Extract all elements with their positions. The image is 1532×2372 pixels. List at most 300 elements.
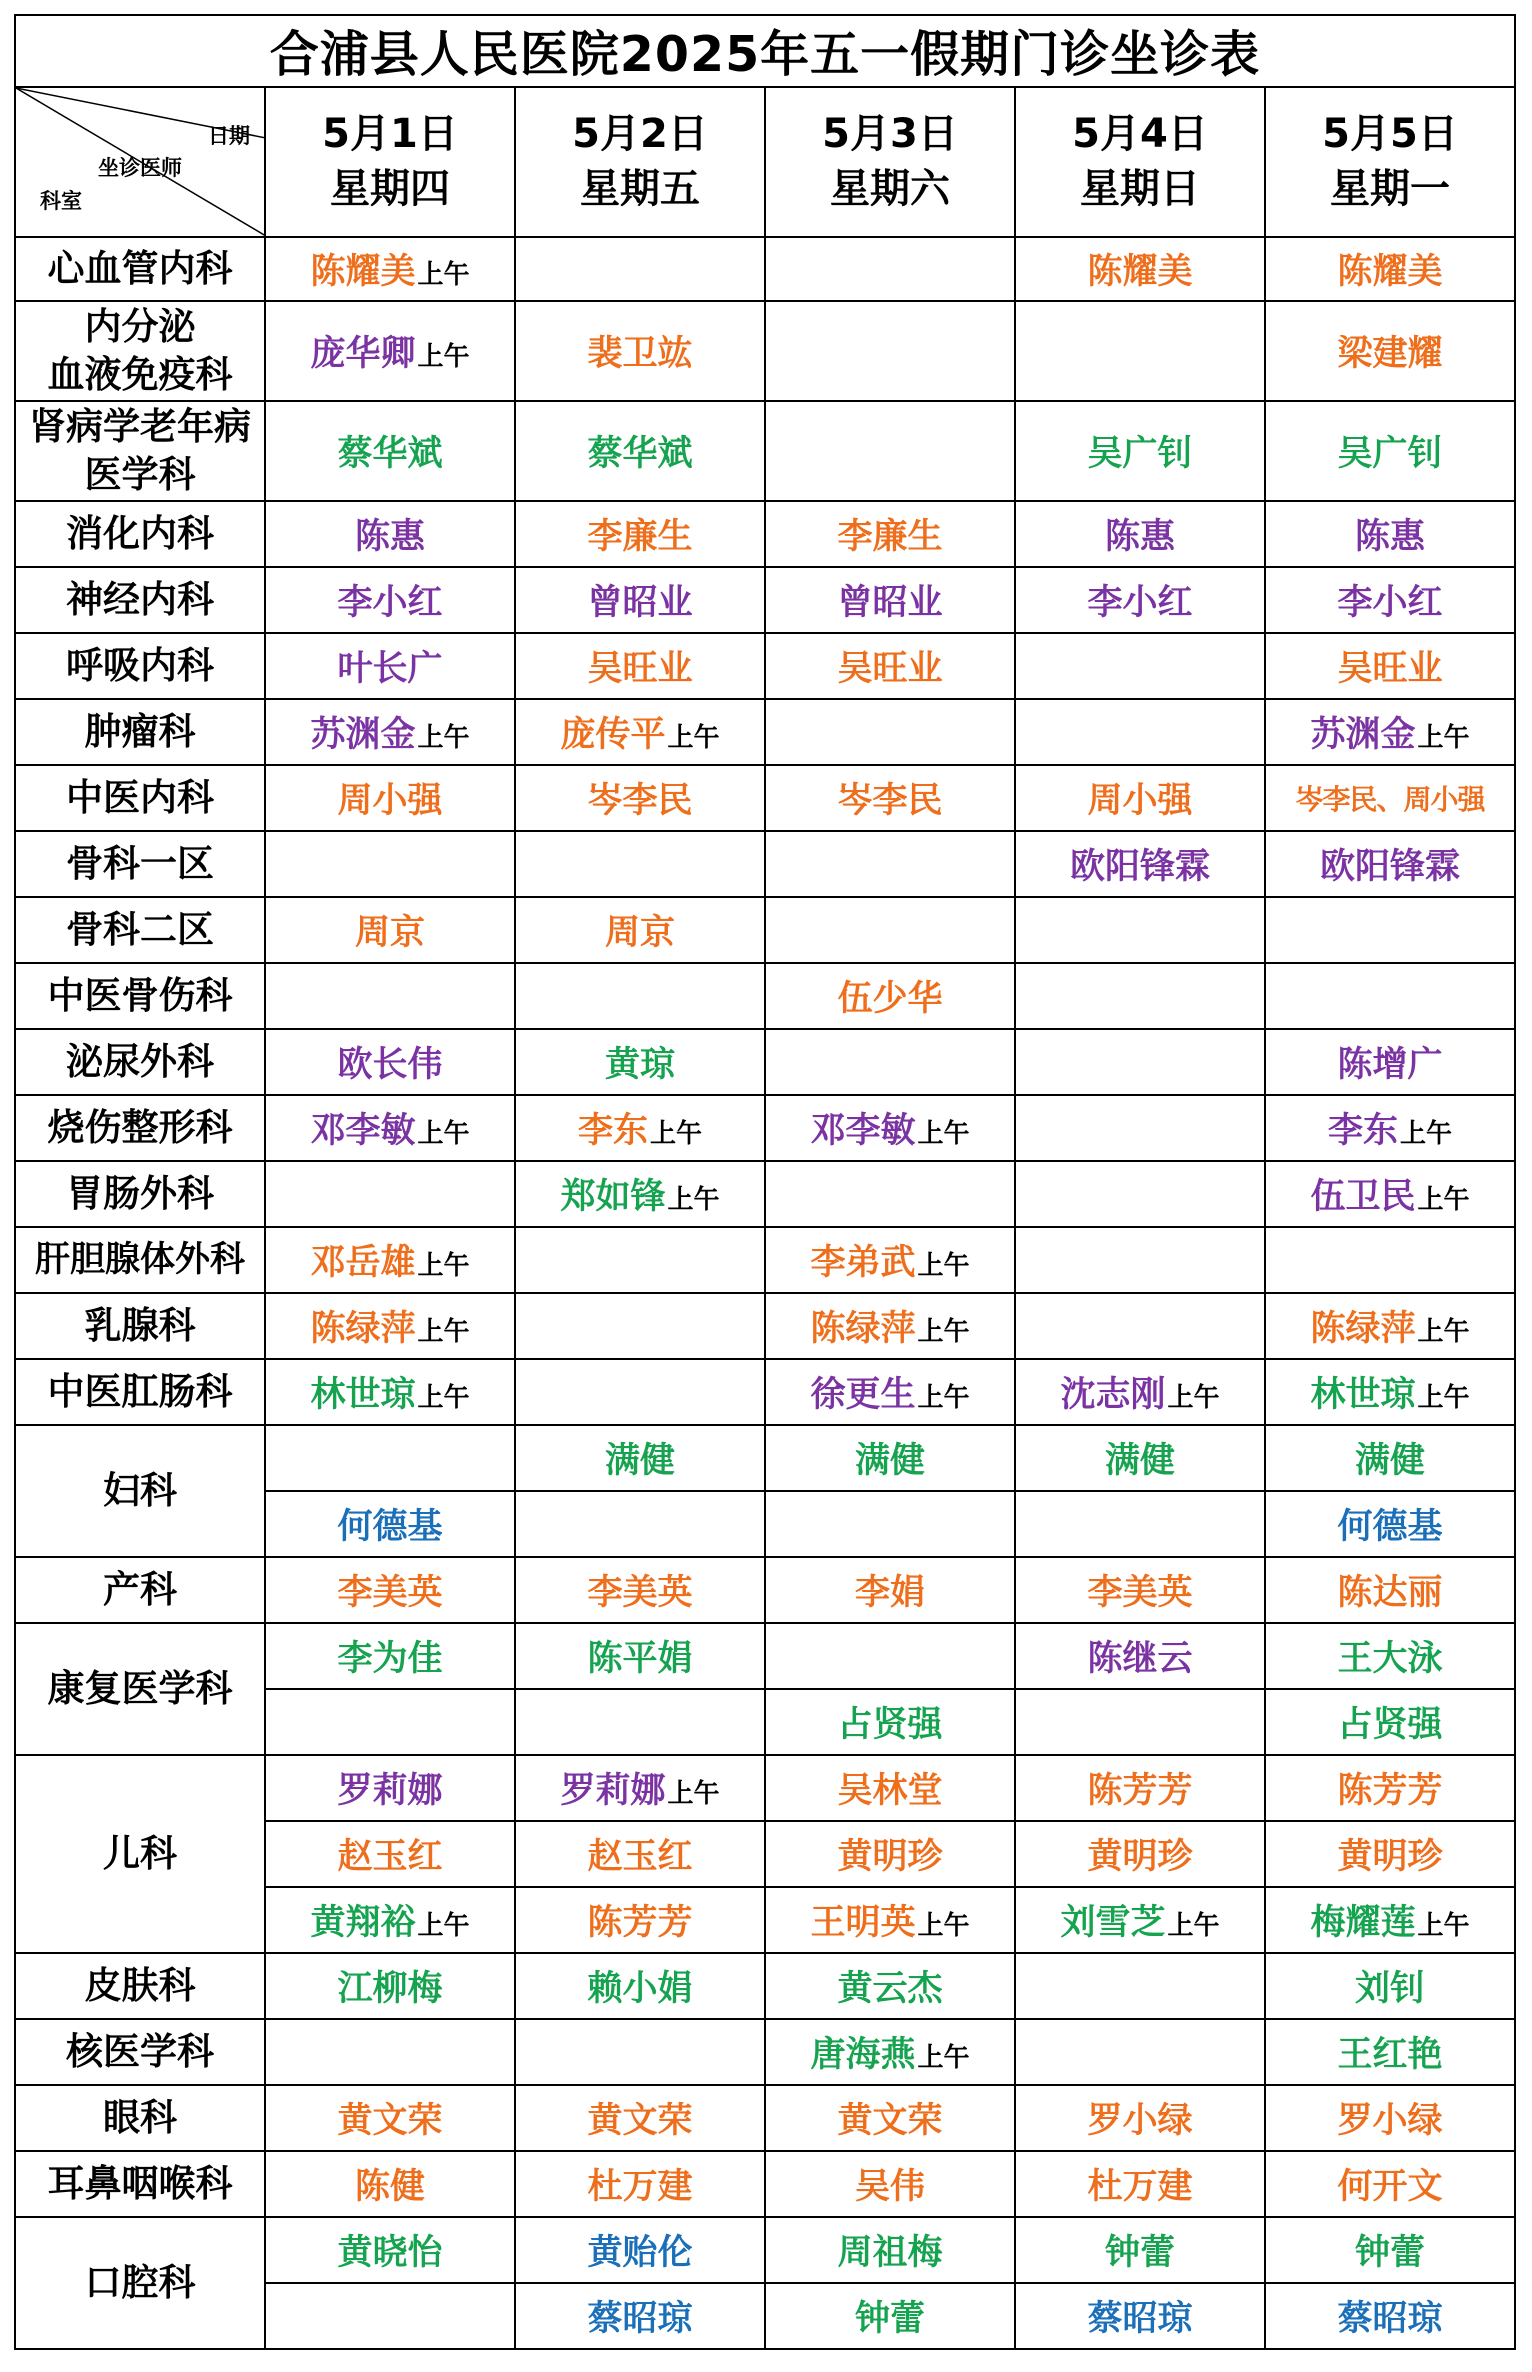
doctor-name: 陈惠: [1354, 517, 1425, 557]
doctor-cell: [765, 1227, 1015, 1293]
doctor-cell: [765, 699, 1015, 765]
doctor-name: 岑李民、周小强: [1295, 783, 1485, 816]
doctor-name: 刘雪芝: [1060, 1903, 1166, 1943]
morning-only-tag: 上午: [417, 1911, 470, 1941]
schedule-row: [15, 1095, 1515, 1161]
doctor-cell: [765, 1821, 1015, 1887]
doctor-name: 李弟武: [810, 1243, 916, 1283]
schedule-row: [15, 897, 1515, 963]
schedule-row: [15, 765, 1515, 831]
doctor-name: 庞华卿: [310, 334, 416, 374]
doctor-name: 满健: [1354, 1441, 1425, 1481]
doctor-cell: [265, 1755, 515, 1821]
doctor-cell: [1265, 1821, 1515, 1887]
doctor-name: 江柳梅: [337, 1969, 443, 2009]
doctor-cell: [765, 1491, 1015, 1557]
doctor-cell: [1265, 301, 1515, 401]
doctor-name: 林世琼: [310, 1375, 416, 1415]
department-name: 肝胆腺体外科: [15, 1227, 265, 1293]
department-name: 中医骨伤科: [15, 963, 265, 1029]
date-label: 5月2日: [572, 111, 708, 157]
doctor-cell: [1265, 765, 1515, 831]
doctor-cell: [265, 2085, 515, 2151]
doctor-name: 邓岳雄: [310, 1243, 416, 1283]
doctor-cell: [265, 699, 515, 765]
doctor-cell: [765, 501, 1015, 567]
doctor-cell: [265, 1953, 515, 2019]
schedule-table: [14, 14, 1516, 2350]
department-name: 乳腺科: [15, 1293, 265, 1359]
doctor-cell: [265, 567, 515, 633]
doctor-name: 吴旺业: [1337, 649, 1443, 689]
doctor-cell: [1265, 501, 1515, 567]
doctor-cell: [1015, 237, 1265, 301]
doctor-cell: [1015, 1293, 1265, 1359]
doctor-name: 占贤强: [837, 1705, 943, 1745]
doctor-name: 钟蕾: [1354, 2233, 1425, 2273]
doctor-name: 梁建耀: [1337, 334, 1443, 374]
doctor-cell: [1015, 1557, 1265, 1623]
schedule-row: [15, 1029, 1515, 1095]
doctor-cell: [1265, 1755, 1515, 1821]
department-name: 烧伤整形科: [15, 1095, 265, 1161]
doctor-name: 黄琼: [604, 1045, 675, 1085]
doctor-name: 陈绿萍: [310, 1309, 416, 1349]
doctor-name: 欧阳锋霖: [1069, 847, 1210, 887]
schedule-row: [15, 2151, 1515, 2217]
doctor-cell: [765, 2283, 1015, 2349]
department-name: 儿科: [15, 1755, 265, 1953]
doctor-cell: [265, 301, 515, 401]
doctor-name: 钟蕾: [1104, 2233, 1175, 2273]
doctor-name: 李娟: [854, 1573, 925, 1613]
doctor-cell: [1015, 1821, 1265, 1887]
doctor-name: 黄云杰: [837, 1969, 943, 2009]
doctor-name: 蔡昭琼: [1087, 2299, 1193, 2339]
doctor-cell: [515, 567, 765, 633]
doctor-name: 蔡昭琼: [587, 2299, 693, 2339]
doctor-name: 陈健: [354, 2167, 425, 2207]
doctor-cell: [1265, 831, 1515, 897]
doctor-cell: [1015, 897, 1265, 963]
doctor-cell: [1265, 2085, 1515, 2151]
schedule-row: [15, 1755, 1515, 1821]
doctor-cell: [515, 1557, 765, 1623]
morning-only-tag: 上午: [417, 260, 470, 290]
doctor-cell: [1265, 1689, 1515, 1755]
morning-only-tag: 上午: [417, 342, 470, 372]
doctor-cell: [515, 1095, 765, 1161]
doctor-cell: [1265, 897, 1515, 963]
doctor-name: 黄贻伦: [587, 2233, 693, 2273]
doctor-name: 黄翔裕: [310, 1903, 416, 1943]
doctor-name: 陈绿萍: [1310, 1309, 1416, 1349]
doctor-name: 李东: [577, 1111, 648, 1151]
doctor-name: 何德基: [1337, 1507, 1443, 1547]
corner-date-label: 日期: [208, 124, 250, 148]
doctor-cell: [765, 1755, 1015, 1821]
doctor-name: 岑李民: [587, 781, 693, 821]
doctor-name: 叶长广: [337, 649, 443, 689]
doctor-cell: [1015, 1161, 1265, 1227]
doctor-name: 罗小绿: [1087, 2101, 1193, 2141]
doctor-cell: [1265, 2217, 1515, 2283]
department-name: 骨科二区: [15, 897, 265, 963]
doctor-name: 梅耀莲: [1310, 1903, 1416, 1943]
doctor-name: 吴广钊: [1087, 434, 1193, 474]
morning-only-tag: 上午: [1417, 1317, 1470, 1347]
schedule-row: [15, 1359, 1515, 1425]
weekday-label: 星期四: [330, 166, 450, 212]
doctor-cell: [1015, 1095, 1265, 1161]
doctor-cell: [515, 1953, 765, 2019]
schedule-sheet: [14, 14, 1516, 2350]
department-name: 肾病学老年病 医学科: [15, 401, 265, 501]
doctor-name: 曾昭业: [587, 583, 693, 623]
morning-only-tag: 上午: [917, 1383, 970, 1413]
doctor-cell: [765, 2151, 1015, 2217]
date-header: [265, 87, 515, 237]
doctor-name: 蔡华斌: [337, 434, 443, 474]
doctor-cell: [1015, 831, 1265, 897]
doctor-cell: [1015, 1623, 1265, 1689]
date-header: [1265, 87, 1515, 237]
doctor-name: 周祖梅: [837, 2233, 943, 2273]
morning-only-tag: 上午: [417, 1317, 470, 1347]
doctor-cell: [265, 1095, 515, 1161]
morning-only-tag: 上午: [417, 1383, 470, 1413]
doctor-name: 何德基: [337, 1507, 443, 1547]
doctor-name: 陈继云: [1087, 1639, 1193, 1679]
weekday-label: 星期一: [1330, 166, 1450, 212]
doctor-cell: [515, 1821, 765, 1887]
doctor-cell: [765, 1095, 1015, 1161]
doctor-cell: [1015, 765, 1265, 831]
doctor-cell: [515, 301, 765, 401]
doctor-name: 王红艳: [1337, 2035, 1443, 2075]
doctor-cell: [265, 897, 515, 963]
doctor-cell: [1015, 501, 1265, 567]
doctor-name: 陈芳芳: [587, 1903, 693, 1943]
morning-only-tag: 上午: [417, 1119, 470, 1149]
doctor-cell: [265, 1029, 515, 1095]
doctor-cell: [515, 2151, 765, 2217]
doctor-cell: [515, 699, 765, 765]
morning-only-tag: 上午: [1417, 1911, 1470, 1941]
doctor-cell: [515, 1689, 765, 1755]
doctor-cell: [515, 1491, 765, 1557]
doctor-cell: [265, 1359, 515, 1425]
schedule-row: [15, 501, 1515, 567]
schedule-row: [15, 401, 1515, 501]
doctor-cell: [765, 1623, 1015, 1689]
schedule-row: [15, 301, 1515, 401]
doctor-name: 陈惠: [1104, 517, 1175, 557]
doctor-cell: [265, 501, 515, 567]
doctor-cell: [515, 963, 765, 1029]
doctor-cell: [765, 1293, 1015, 1359]
doctor-cell: [765, 831, 1015, 897]
doctor-cell: [765, 237, 1015, 301]
doctor-cell: [1265, 963, 1515, 1029]
morning-only-tag: 上午: [917, 1317, 970, 1347]
department-name: 康复医学科: [15, 1623, 265, 1755]
department-name: 骨科一区: [15, 831, 265, 897]
department-name: 胃肠外科: [15, 1161, 265, 1227]
doctor-name: 吴伟: [854, 2167, 925, 2207]
department-name: 眼科: [15, 2085, 265, 2151]
doctor-cell: [265, 2217, 515, 2283]
doctor-cell: [515, 1293, 765, 1359]
doctor-cell: [765, 1425, 1015, 1491]
doctor-name: 吴旺业: [587, 649, 693, 689]
doctor-name: 钟蕾: [854, 2299, 925, 2339]
doctor-cell: [1265, 1293, 1515, 1359]
schedule-row: [15, 2085, 1515, 2151]
doctor-cell: [1015, 2283, 1265, 2349]
morning-only-tag: 上午: [917, 2043, 970, 2073]
doctor-cell: [1265, 237, 1515, 301]
doctor-cell: [1265, 1557, 1515, 1623]
department-name: 心血管内科: [15, 237, 265, 301]
doctor-cell: [1265, 633, 1515, 699]
doctor-name: 李小红: [337, 583, 443, 623]
doctor-cell: [1265, 1095, 1515, 1161]
department-name: 中医内科: [15, 765, 265, 831]
doctor-name: 杜万建: [587, 2167, 693, 2207]
schedule-row: [15, 1425, 1515, 1491]
schedule-row: [15, 831, 1515, 897]
corner-dept-label: 科室: [40, 189, 82, 213]
doctor-name: 陈耀美: [1087, 252, 1193, 292]
doctor-cell: [1015, 2085, 1265, 2151]
doctor-cell: [515, 2217, 765, 2283]
doctor-cell: [1015, 1953, 1265, 2019]
doctor-name: 黄明珍: [1337, 1837, 1443, 1877]
doctor-name: 黄晓怡: [337, 2233, 443, 2273]
doctor-name: 王明英: [810, 1903, 916, 1943]
morning-only-tag: 上午: [1400, 1119, 1453, 1149]
doctor-name: 罗莉娜: [337, 1771, 443, 1811]
doctor-name: 赵玉红: [337, 1837, 443, 1877]
doctor-name: 赵玉红: [587, 1837, 693, 1877]
doctor-cell: [765, 897, 1015, 963]
date-label: 5月3日: [822, 111, 958, 157]
doctor-cell: [765, 1359, 1015, 1425]
doctor-cell: [265, 1227, 515, 1293]
doctor-cell: [265, 963, 515, 1029]
doctor-name: 周小强: [1087, 781, 1193, 821]
doctor-name: 周小强: [337, 781, 443, 821]
doctor-cell: [1015, 2019, 1265, 2085]
doctor-cell: [515, 1623, 765, 1689]
department-name: 口腔科: [15, 2217, 265, 2349]
weekday-label: 星期日: [1080, 166, 1200, 212]
doctor-cell: [515, 1227, 765, 1293]
doctor-name: 陈芳芳: [1337, 1771, 1443, 1811]
department-name: 泌尿外科: [15, 1029, 265, 1095]
schedule-row: [15, 567, 1515, 633]
doctor-name: 罗小绿: [1337, 2101, 1443, 2141]
doctor-cell: [765, 633, 1015, 699]
date-label: 5月1日: [322, 111, 458, 157]
doctor-cell: [765, 1029, 1015, 1095]
weekday-label: 星期六: [830, 166, 950, 212]
doctor-name: 陈耀美: [1337, 252, 1443, 292]
doctor-cell: [1265, 1887, 1515, 1953]
schedule-row: [15, 1557, 1515, 1623]
doctor-name: 陈耀美: [310, 252, 416, 292]
doctor-name: 李为佳: [337, 1639, 443, 1679]
doctor-cell: [515, 1755, 765, 1821]
department-name: 耳鼻咽喉科: [15, 2151, 265, 2217]
doctor-cell: [265, 1557, 515, 1623]
morning-only-tag: 上午: [667, 1185, 720, 1215]
doctor-name: 伍卫民: [1310, 1177, 1416, 1217]
doctor-cell: [1265, 2283, 1515, 2349]
doctor-cell: [1265, 401, 1515, 501]
doctor-cell: [765, 1689, 1015, 1755]
doctor-name: 赖小娟: [587, 1969, 693, 2009]
doctor-name: 李廉生: [587, 517, 693, 557]
schedule-row: [15, 1227, 1515, 1293]
doctor-cell: [1265, 1623, 1515, 1689]
doctor-name: 黄文荣: [337, 2101, 443, 2141]
doctor-name: 黄文荣: [837, 2101, 943, 2141]
doctor-name: 沈志刚: [1060, 1375, 1166, 1415]
doctor-cell: [765, 1887, 1015, 1953]
doctor-cell: [265, 1293, 515, 1359]
doctor-cell: [1265, 1425, 1515, 1491]
schedule-row: [15, 1953, 1515, 2019]
doctor-cell: [515, 1887, 765, 1953]
doctor-name: 徐更生: [810, 1375, 916, 1415]
department-name: 呼吸内科: [15, 633, 265, 699]
doctor-name: 何开文: [1337, 2167, 1443, 2207]
doctor-name: 欧阳锋霖: [1319, 847, 1460, 887]
doctor-cell: [515, 1425, 765, 1491]
doctor-cell: [265, 1689, 515, 1755]
schedule-row: [15, 1161, 1515, 1227]
doctor-cell: [515, 501, 765, 567]
doctor-name: 蔡华斌: [587, 434, 693, 474]
weekday-label: 星期五: [580, 166, 700, 212]
doctor-name: 王大泳: [1337, 1639, 1443, 1679]
doctor-name: 林世琼: [1310, 1375, 1416, 1415]
doctor-cell: [515, 1359, 765, 1425]
doctor-cell: [1015, 1689, 1265, 1755]
doctor-name: 陈芳芳: [1087, 1771, 1193, 1811]
morning-only-tag: 上午: [417, 1251, 470, 1281]
department-name: 消化内科: [15, 501, 265, 567]
doctor-name: 吴广钊: [1337, 434, 1443, 474]
doctor-cell: [515, 401, 765, 501]
doctor-name: 杜万建: [1087, 2167, 1193, 2207]
schedule-row: [15, 2217, 1515, 2283]
doctor-cell: [265, 633, 515, 699]
doctor-cell: [1015, 963, 1265, 1029]
doctor-cell: [515, 897, 765, 963]
doctor-cell: [765, 2085, 1015, 2151]
doctor-cell: [265, 1887, 515, 1953]
doctor-name: 苏渊金: [310, 715, 416, 755]
doctor-name: 郑如锋: [560, 1177, 666, 1217]
doctor-name: 邓李敏: [810, 1111, 916, 1151]
doctor-name: 李小红: [1087, 583, 1193, 623]
doctor-name: 黄明珍: [1087, 1837, 1193, 1877]
doctor-name: 李美英: [1087, 1573, 1193, 1613]
morning-only-tag: 上午: [1167, 1911, 1220, 1941]
doctor-cell: [765, 2217, 1015, 2283]
doctor-cell: [515, 633, 765, 699]
doctor-name: 邓李敏: [310, 1111, 416, 1151]
doctor-cell: [1265, 1161, 1515, 1227]
doctor-cell: [265, 237, 515, 301]
doctor-cell: [765, 1557, 1015, 1623]
doctor-cell: [265, 1821, 515, 1887]
doctor-cell: [765, 2019, 1015, 2085]
doctor-name: 唐海燕: [810, 2035, 916, 2075]
doctor-name: 蔡昭琼: [1337, 2299, 1443, 2339]
doctor-cell: [265, 1623, 515, 1689]
doctor-name: 陈平娟: [587, 1639, 693, 1679]
doctor-name: 李美英: [337, 1573, 443, 1613]
doctor-cell: [1015, 1029, 1265, 1095]
date-header: [515, 87, 765, 237]
doctor-name: 李美英: [587, 1573, 693, 1613]
doctor-cell: [515, 2085, 765, 2151]
corner-header: [15, 87, 265, 237]
doctor-cell: [765, 401, 1015, 501]
doctor-cell: [1015, 2217, 1265, 2283]
doctor-cell: [1265, 699, 1515, 765]
doctor-cell: [1265, 1359, 1515, 1425]
doctor-cell: [1265, 1029, 1515, 1095]
doctor-name: 陈增广: [1337, 1045, 1443, 1085]
doctor-name: 周京: [604, 913, 675, 953]
page-title: 合浦县人民医院2025年五一假期门诊坐诊表: [15, 15, 1515, 87]
department-name: 神经内科: [15, 567, 265, 633]
morning-only-tag: 上午: [667, 723, 720, 753]
morning-only-tag: 上午: [917, 1251, 970, 1281]
department-name: 皮肤科: [15, 1953, 265, 2019]
doctor-cell: [765, 1161, 1015, 1227]
doctor-cell: [265, 401, 515, 501]
doctor-name: 欧长伟: [337, 1045, 443, 1085]
corner-doctor-label: 坐诊医师: [98, 156, 182, 180]
department-name: 肿瘤科: [15, 699, 265, 765]
doctor-name: 陈惠: [354, 517, 425, 557]
doctor-cell: [1015, 699, 1265, 765]
schedule-row: [15, 963, 1515, 1029]
morning-only-tag: 上午: [917, 1119, 970, 1149]
doctor-name: 庞传平: [560, 715, 666, 755]
doctor-cell: [1015, 2151, 1265, 2217]
doctor-cell: [1015, 301, 1265, 401]
doctor-name: 刘钊: [1354, 1969, 1425, 2009]
doctor-name: 伍少华: [837, 979, 943, 1019]
morning-only-tag: 上午: [417, 723, 470, 753]
doctor-cell: [765, 765, 1015, 831]
doctor-cell: [515, 765, 765, 831]
doctor-cell: [515, 2019, 765, 2085]
doctor-cell: [265, 765, 515, 831]
doctor-name: 吴旺业: [837, 649, 943, 689]
doctor-cell: [265, 2283, 515, 2349]
doctor-name: 黄文荣: [587, 2101, 693, 2141]
date-label: 5月5日: [1322, 111, 1458, 157]
doctor-cell: [265, 1491, 515, 1557]
